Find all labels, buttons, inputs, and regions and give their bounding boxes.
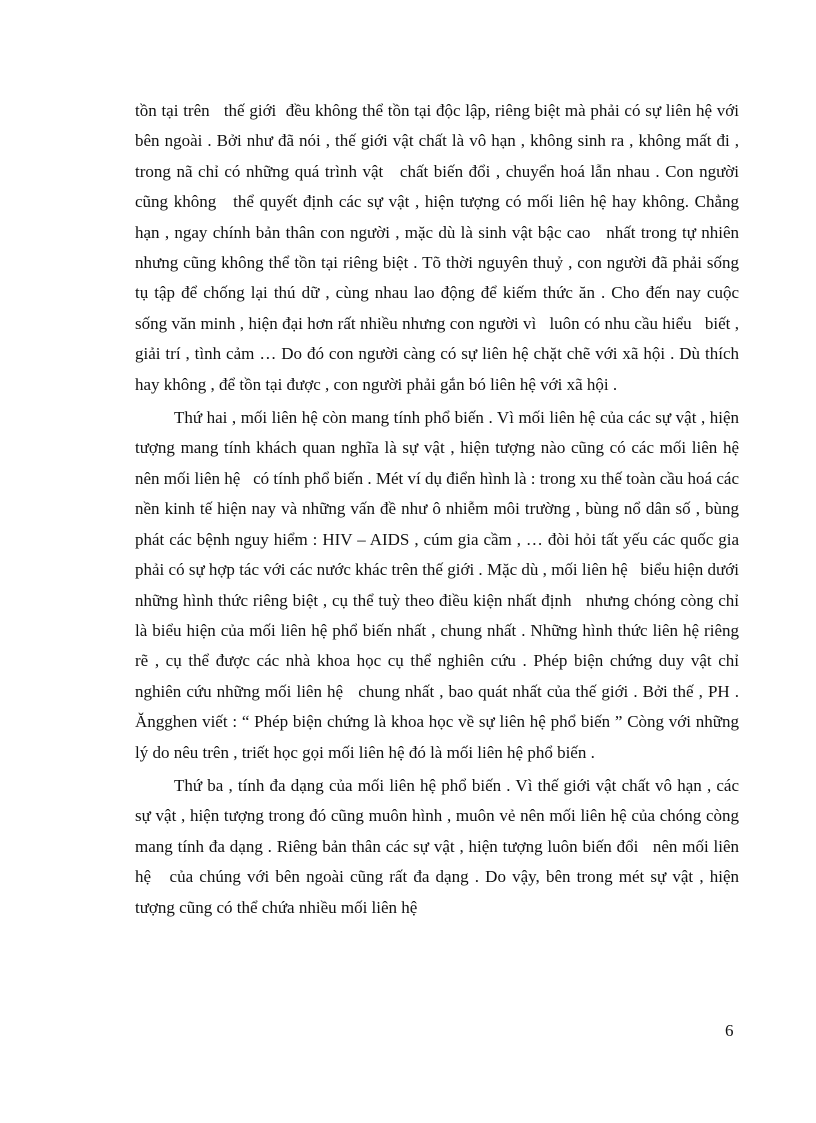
page-number: 6	[725, 1021, 734, 1040]
paragraph-third-point: Thứ ba , tính đa dạng của mối liên hệ phổ biến . Vì thế giới vật chất vô hạn , các sự vật , hiện tượng trong đó cũng muôn hình , muôn vẻ nên mối liên hệ của chóng còng mang tính đa dạng . Riêng bản thân các sự vật , hiện tượng luôn biến đổi nên mối liên hệ của chúng với bên ngoài cũng rất đa dạng . Do vậy, bên trong mét sự vật , hiện tượng cũng có thể chứa nhiều mối liên hệ	[135, 775, 744, 917]
page-body	[135, 96, 744, 923]
paragraph-second-point: Thứ hai , mối liên hệ còn mang tính phổ biến . Vì mối liên hệ của các sự vật , hiện tượng mang tính khách quan nghĩa là sự vật , hiện tượng nào cũng có các mối liên hệ nên mối liên hệ có tính phổ biến . Mét ví dụ điển hình là : trong xu thế toàn cầu hoá các nền kinh tế hiện nay và những vấn đề như ô nhiễm môi trường , bùng nổ dân số , bùng phát các bệnh nguy hiểm : HIV – AIDS , cúm gia cầm , … đòi hỏi tất yếu các quốc gia phải có sự hợp tác với các nước khác trên thế giới . Mặc dù , mối liên hệ biểu hiện dưới những hình thức riêng biệt , cụ thể tuỳ theo điều kiện nhất định nhưng chóng còng chỉ là biểu hiện của mối liên hệ phổ biến nhất , chung nhất . Những hình thức liên hệ riêng rẽ , cụ thể được các nhà khoa học cụ thể nghiên cứu . Phép biện chứng duy vật chỉ nghiên cứu những mối liên hệ chung nhất , bao quát nhất của thế giới . Bởi thế , PH . Ăngghen viết : “ Phép biện chứng là khoa học về sự liên hệ phổ biến ” Còng với những lý do nêu trên , triết học gọi mối liên hệ đó là mối liên hệ phổ biến .	[135, 408, 744, 762]
paragraph-continuation: tồn tại trên thế giới đều không thể tồn tại độc lập, riêng biệt mà phải có sự liên hệ với bên ngoài . Bởi như đã nói , thế giới vật chất là vô hạn , không sinh ra , không mất đi , trong nã chỉ có những quá trình vật chất biến đổi , chuyển hoá lẫn nhau . Con người cũng không thể quyết định các sự vật , hiện tượng có mối liên hệ hay không. Chẳng hạn , ngay chính bản thân con người , mặc dù là sinh vật bậc cao nhất trong tự nhiên nhưng cũng không thể tồn tại riêng biệt . Tõ thời nguyên thuỷ , con người đã phải sống tụ tập để chống lại thú dữ , cùng nhau lao động để kiếm thức ăn . Cho đến nay cuộc sống văn minh , hiện đại hơn rất nhiều nhưng con người vì luôn có nhu cầu hiểu biết , giải trí , tình cảm … Do đó con người càng có sự liên hệ chặt chẽ với xã hội . Dù thích hay không , để tồn tại được , con người phải gắn bó liên hệ với xã hội .	[135, 101, 744, 394]
